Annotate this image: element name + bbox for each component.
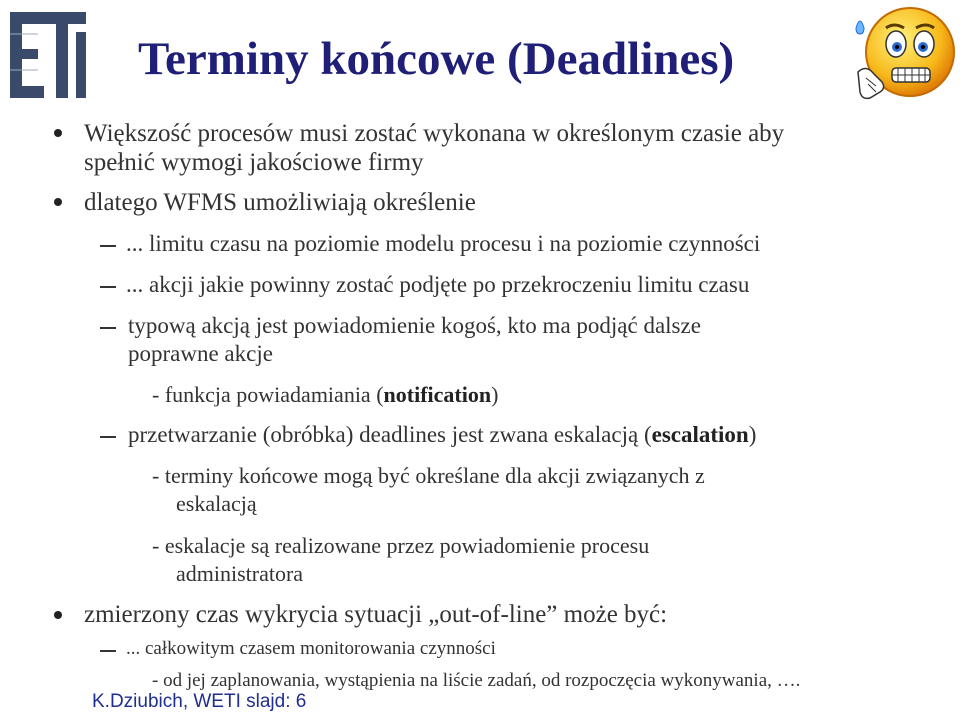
dash-marker — [100, 245, 116, 247]
escalation-post: ) — [748, 422, 757, 447]
bullet-3-sub-1: ... całkowitym czasem monitorowania czynności — [126, 638, 496, 659]
bullet-2-sub-3-line-1: typową akcją jest powiadomienie kogoś, kto ma podjąć dalsze — [128, 313, 701, 338]
bullet-2-sub-1: ... limitu czasu na poziomie modelu procesu i na poziomie czynności — [126, 231, 761, 256]
bullet-3: zmierzony czas wykrycia sytuacji „out-of-line” może być: — [84, 601, 668, 628]
escalation-item-1-line-2: eskalacją — [176, 491, 257, 516]
bullet-2: dlatego WFMS umożliwiają określenie — [84, 189, 476, 216]
bullet-dot — [54, 611, 62, 619]
bullet-dot — [54, 129, 62, 137]
worried-smiley-icon — [848, 2, 958, 112]
bullet-2-sub-3-line-2: poprawne akcje — [128, 341, 273, 366]
bullet-1-line-1: Większość procesów musi zostać wykonana w określonym czasie aby — [84, 120, 785, 147]
dash-marker — [100, 286, 116, 288]
escalation-term: escalation — [651, 422, 749, 447]
bullet-2-sub-2: ... akcji jakie powinny zostać podjęte po przekroczeniu limitu czasu — [126, 272, 750, 297]
dash-marker — [100, 327, 116, 329]
escalation-item-2-line-1: - eskalacje są realizowane przez powiadomienie procesu — [152, 533, 650, 558]
notification-term: notification — [383, 382, 492, 407]
notification-item-post: ) — [491, 382, 499, 407]
bullet-3-sub-1-item: - od jej zaplanowania, wystąpienia na liście zadań, od rozpoczęcia wykonywania, …. — [152, 670, 801, 691]
notification-item-pre: - funkcja powiadamiania ( — [152, 382, 384, 407]
escalation-item-1-line-1: - terminy końcowe mogą być określane dla akcji związanych z — [152, 463, 705, 488]
slide-footer: K.Dziubich, WETI slajd: 6 — [92, 691, 307, 712]
eti-logo — [4, 4, 94, 104]
dash-marker — [100, 436, 116, 438]
dash-marker — [100, 650, 116, 652]
slide-title: Terminy końcowe (Deadlines) — [138, 33, 735, 85]
escalation-item-2-line-2: administratora — [176, 561, 304, 586]
escalation-pre: przetwarzanie (obróbka) deadlines jest zwana eskalacją ( — [128, 422, 652, 447]
bullet-1-line-2: spełnić wymogi jakościowe firmy — [84, 149, 424, 176]
bullet-2-sub-4 — [128, 421, 756, 449]
bullet-dot — [54, 198, 62, 206]
notification-item — [152, 381, 498, 408]
